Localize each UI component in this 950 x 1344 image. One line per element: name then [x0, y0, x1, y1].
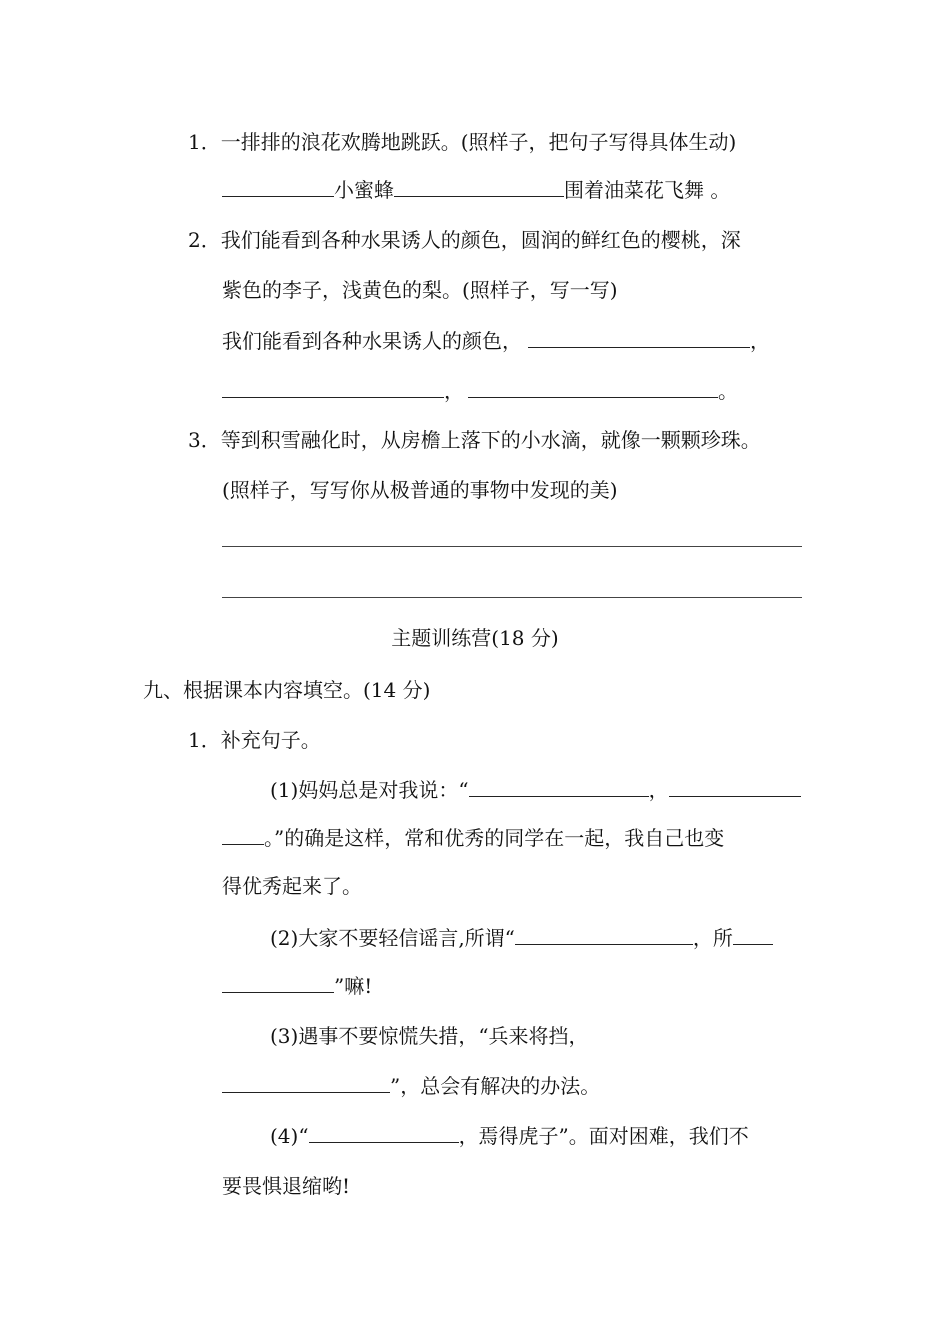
item2-answer-line2 [222, 377, 738, 405]
sentence1-line2 [222, 824, 724, 852]
sentence1-line3: 得优秀起来了。 [222, 874, 362, 898]
sentence2-line1 [270, 924, 773, 952]
sentence4-line1 [270, 1122, 749, 1150]
answer-blank[interactable] [222, 972, 334, 993]
answer-blank[interactable] [222, 377, 444, 398]
item2-comma: ， [750, 329, 770, 353]
answer-blank[interactable] [222, 824, 264, 845]
item2-answer-line1 [222, 327, 770, 355]
item1-fill-a: 小蜜蜂 [334, 178, 394, 202]
sentence2-label: (2)大家不要轻信谣言,所谓“ [270, 926, 515, 950]
sentence2-line2 [222, 972, 372, 1000]
item3-text-line1: 等到积雪融化时，从房檐上落下的小水滴，就像一颗颗珍珠。 [220, 428, 761, 452]
sentence1-cont: 。”的确是这样，常和优秀的同学在一起，我自己也变 [264, 826, 725, 850]
sentence4-line2: 要畏惧退缩哟! [222, 1174, 351, 1198]
item1-answer-line [222, 176, 730, 204]
item3-number: 3． [188, 428, 221, 452]
item3-line1 [188, 426, 761, 454]
answer-blank[interactable] [669, 776, 801, 797]
answer-blank[interactable] [528, 327, 750, 348]
item1-line [188, 128, 736, 156]
sentence2-comma: ，所 [692, 926, 733, 950]
answer-writing-line[interactable] [222, 546, 802, 547]
answer-blank[interactable] [222, 1072, 390, 1093]
sentence1-comma: ， [648, 778, 669, 802]
item3-text-line2: (照样子，写写你从极普通的事物中发现的美) [222, 478, 618, 502]
section-title: 主题训练营(18 分) [391, 626, 559, 650]
item1-number: 1． [188, 130, 221, 154]
q9-sub-heading: 1．补充句子。 [188, 728, 321, 752]
sentence1-line1 [270, 776, 801, 804]
answer-blank[interactable] [515, 924, 693, 945]
sentence3-end: ”，总会有解决的办法。 [390, 1074, 601, 1098]
item2-line1 [188, 226, 741, 254]
item2-text-line2: 紫色的李子，浅黄色的梨。(照样子，写一写) [222, 278, 618, 302]
answer-blank[interactable] [309, 1122, 459, 1143]
answer-blank[interactable] [469, 776, 649, 797]
item2-number: 2． [188, 228, 221, 252]
answer-blank[interactable] [394, 176, 564, 197]
sentence1-label: (1)妈妈总是对我说：“ [270, 778, 469, 802]
sentence4-cont: ，焉得虎子”。面对困难，我们不 [458, 1124, 749, 1148]
answer-blank[interactable] [222, 176, 334, 197]
answer-blank[interactable] [733, 924, 773, 945]
item1-end: 。 [710, 178, 731, 202]
item1-prompt: 一排排的浪花欢腾地跳跃。(照样子，把句子写得具体生动) [220, 130, 737, 154]
item2-comma-2: ， [444, 379, 464, 403]
item2-text-line1: 我们能看到各种水果诱人的颜色，圆润的鲜红色的樱桃，深 [220, 228, 741, 252]
sentence3-line1: (3)遇事不要惊慌失措，“兵来将挡， [270, 1024, 589, 1048]
sentence3-line2 [222, 1072, 600, 1100]
answer-blank[interactable] [468, 377, 718, 398]
item1-fill-b: 围着油菜花飞舞 [564, 178, 704, 202]
sentence2-end: ”嘛! [334, 974, 373, 998]
item2-prompt: 我们能看到各种水果诱人的颜色， [222, 329, 522, 353]
item2-period: 。 [718, 379, 738, 403]
q9-heading: 九、根据课本内容填空。(14 分) [143, 678, 431, 702]
sentence4-label: (4)“ [270, 1124, 309, 1148]
answer-writing-line[interactable] [222, 597, 802, 598]
